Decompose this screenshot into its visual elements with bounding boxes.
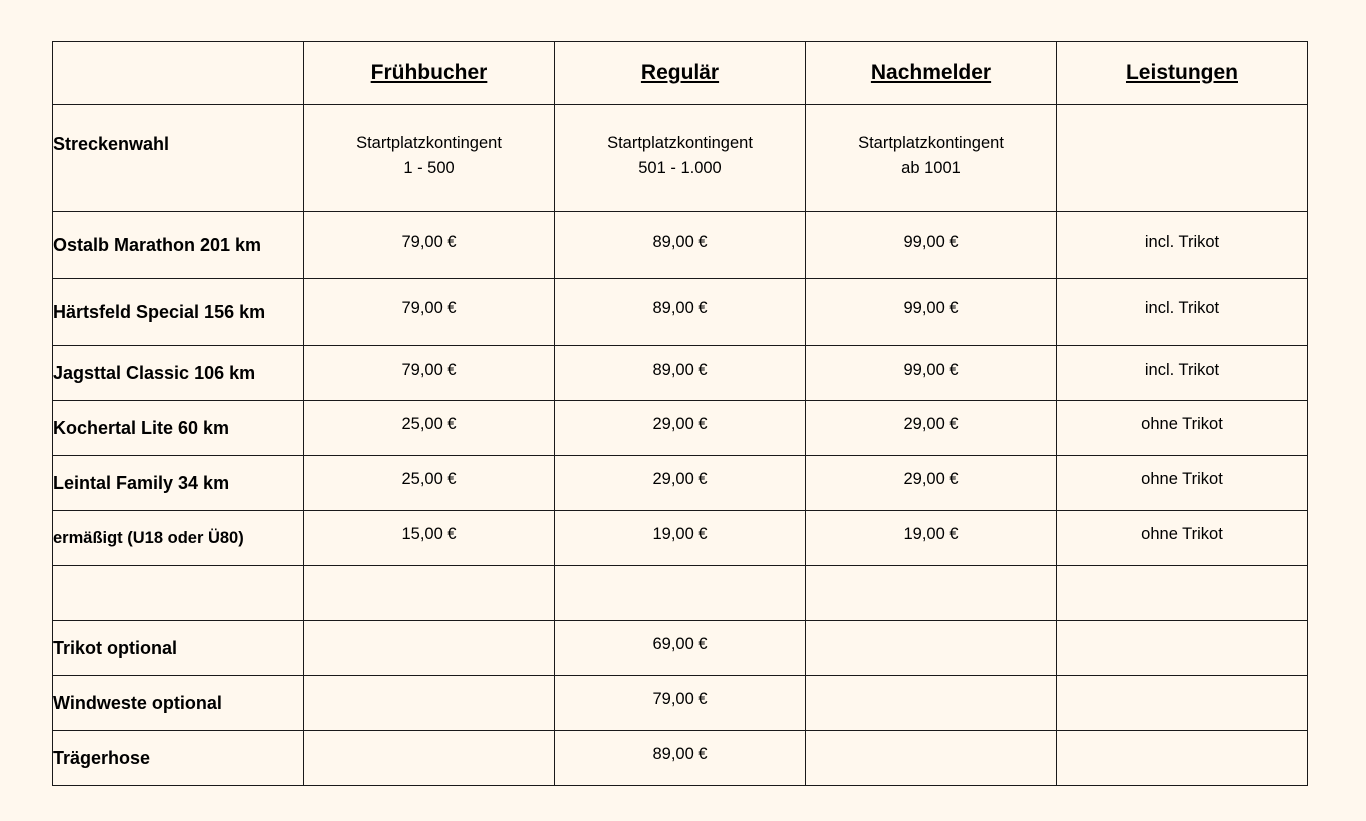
spacer-row (53, 566, 1308, 621)
leistungen-cell (1057, 401, 1308, 456)
price-cell (555, 456, 806, 511)
leistungen-value: ohne Trikot (1141, 415, 1223, 433)
price-cell (304, 279, 555, 346)
price-cell (555, 676, 806, 731)
kontingent-title: Startplatzkontingent (356, 134, 502, 152)
price-regulaer: 89,00 € (652, 361, 708, 379)
table-row (53, 346, 1308, 401)
price-regulaer: 29,00 € (652, 470, 708, 488)
price-regulaer: 89,00 € (652, 233, 708, 251)
route-label: Kochertal Lite 60 km (53, 401, 304, 456)
header-nachmelder: Nachmelder (806, 42, 1057, 105)
price-cell (806, 279, 1057, 346)
price-cell (555, 621, 806, 676)
price-cell (555, 346, 806, 401)
empty-cell (1057, 621, 1308, 676)
price-cell (555, 511, 806, 566)
price-regulaer: 89,00 € (652, 745, 708, 763)
price-regulaer: 89,00 € (652, 299, 708, 317)
price-cell (806, 456, 1057, 511)
price-cell (304, 401, 555, 456)
price-fruehbucher: 79,00 € (401, 233, 457, 251)
streckenwahl-row (53, 105, 1308, 212)
leistungen-cell (1057, 212, 1308, 279)
leistungen-empty (1057, 105, 1308, 212)
price-cell (555, 401, 806, 456)
price-regulaer: 79,00 € (652, 690, 708, 708)
empty-cell (806, 731, 1057, 786)
empty-cell (806, 566, 1057, 621)
empty-cell (304, 566, 555, 621)
kontingent-title: Startplatzkontingent (607, 134, 753, 152)
empty-cell (1057, 566, 1308, 621)
route-label: Jagsttal Classic 106 km (53, 346, 304, 401)
kontingent-range: 1 - 500 (403, 159, 455, 177)
price-cell (555, 212, 806, 279)
extra-label: Windweste optional (53, 676, 304, 731)
streckenwahl-label: Streckenwahl (53, 105, 304, 212)
table-row (53, 511, 1308, 566)
leistungen-cell (1057, 456, 1308, 511)
price-table (52, 41, 1308, 786)
empty-cell (555, 566, 806, 621)
table-row (53, 279, 1308, 346)
empty-cell (1057, 731, 1308, 786)
price-regulaer: 19,00 € (652, 525, 708, 543)
price-cell (304, 212, 555, 279)
kontingent-title: Startplatzkontingent (858, 134, 1004, 152)
price-nachmelder: 99,00 € (903, 299, 959, 317)
price-nachmelder: 19,00 € (903, 525, 959, 543)
price-fruehbucher: 79,00 € (401, 361, 457, 379)
table-row (53, 212, 1308, 279)
header-leistungen: Leistungen (1057, 42, 1308, 105)
leistungen-value: incl. Trikot (1144, 233, 1220, 251)
regulaer-kontingent (555, 105, 806, 212)
extra-label: Trägerhose (53, 731, 304, 786)
leistungen-value: incl. Trikot (1144, 361, 1220, 379)
extra-label: Trikot optional (53, 621, 304, 676)
price-nachmelder: 99,00 € (903, 361, 959, 379)
header-fruehbucher: Frühbucher (304, 42, 555, 105)
leistungen-value: incl. Trikot (1144, 299, 1220, 317)
kontingent-range: ab 1001 (901, 159, 961, 177)
price-cell (806, 401, 1057, 456)
nachmelder-kontingent (806, 105, 1057, 212)
table-row (53, 731, 1308, 786)
price-cell (304, 511, 555, 566)
leistungen-value: ohne Trikot (1141, 525, 1223, 543)
table-row (53, 621, 1308, 676)
price-cell (555, 731, 806, 786)
price-fruehbucher: 15,00 € (401, 525, 457, 543)
price-cell (806, 511, 1057, 566)
kontingent-range: 501 - 1.000 (638, 159, 722, 177)
price-nachmelder: 29,00 € (903, 470, 959, 488)
price-cell (555, 279, 806, 346)
route-label: Ostalb Marathon 201 km (53, 212, 304, 279)
price-nachmelder: 29,00 € (903, 415, 959, 433)
price-cell (304, 346, 555, 401)
empty-cell (304, 621, 555, 676)
price-fruehbucher: 79,00 € (401, 299, 457, 317)
empty-cell (53, 566, 304, 621)
price-cell (806, 212, 1057, 279)
empty-cell (304, 731, 555, 786)
price-nachmelder: 99,00 € (903, 233, 959, 251)
price-fruehbucher: 25,00 € (401, 415, 457, 433)
fruehbucher-kontingent (304, 105, 555, 212)
leistungen-cell (1057, 346, 1308, 401)
route-label: Härtsfeld Special 156 km (53, 279, 304, 346)
empty-cell (1057, 676, 1308, 731)
empty-cell (806, 676, 1057, 731)
header-regulaer: Regulär (555, 42, 806, 105)
table-row (53, 456, 1308, 511)
price-cell (806, 346, 1057, 401)
route-label: Leintal Family 34 km (53, 456, 304, 511)
header-row (53, 42, 1308, 105)
price-regulaer: 69,00 € (652, 635, 708, 653)
price-regulaer: 29,00 € (652, 415, 708, 433)
leistungen-cell (1057, 279, 1308, 346)
header-empty-cell (53, 42, 304, 105)
route-label: ermäßigt (U18 oder Ü80) (53, 511, 304, 566)
price-cell (304, 456, 555, 511)
price-fruehbucher: 25,00 € (401, 470, 457, 488)
leistungen-cell (1057, 511, 1308, 566)
table-row (53, 401, 1308, 456)
leistungen-value: ohne Trikot (1141, 470, 1223, 488)
empty-cell (806, 621, 1057, 676)
table-row (53, 676, 1308, 731)
empty-cell (304, 676, 555, 731)
